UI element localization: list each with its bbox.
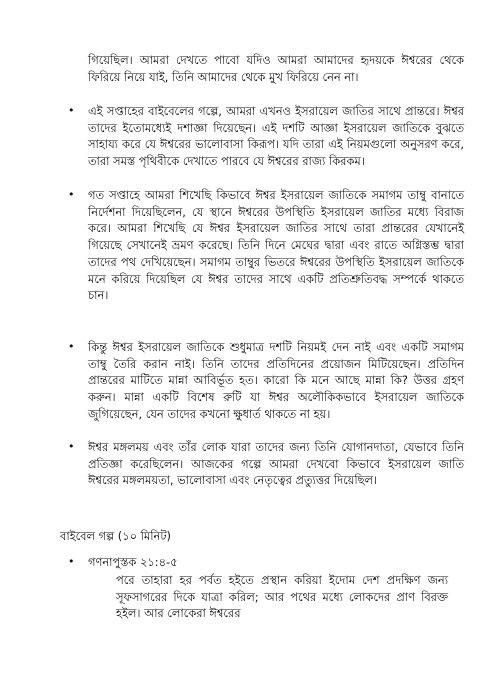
section-heading: বাইবেল গল্প (১০ মিনিট)	[60, 529, 171, 543]
bullet-marker: •	[68, 188, 75, 201]
bullet-marker: •	[68, 340, 75, 353]
scripture-text: পরে তাহারা হর পর্বত হইতে প্রস্থান করিয়া ইদোম দেশ প্রদক্ষিণ জন্য সূফসাগরের দিকে যাত্রা করিল; আর পথের মধ্যে লোকদের প্রাণ বিরক্ত হইল। আর লোকেরা ঈশ্বরের	[116, 573, 448, 621]
paragraph-wilderness: এই সপ্তাহের বাইবেলের গল্পে, আমরা এখনও ইসরায়েল জাতির সাথে প্রান্তরে। ঈশ্বর তাদের ইতোমধ্যেই দশাজ্ঞা দিয়েছেন। এই দশটি আজ্ঞা ইসরায়েল জাতিকে বুঝতে সাহায্য করে যে ঈশ্বরের ভালোবাসা কিরূপ। যদি তারা এই নিয়মগুলো অনুসরণ করে, তারা সমস্ত পৃথিবীকে দেখাতে পারবে যে ঈশ্বরের রাজ্য কিরকম।	[88, 104, 464, 169]
paragraph-provider: ঈশ্বর মঙ্গলময় এবং তাঁর লোক যারা তাদের জন্য তিনি যোগানদাতা, যেভাবে তিনি প্রতিজ্ঞা করেছিলেন। আজকের গল্পে আমরা দেখবো কিভাবে ইসরায়েল জাতি ঈশ্বরের মঙ্গলময়তা, ভালোবাসা এবং নেতৃত্বের প্রত্যুত্তর দিয়েছিল।	[88, 440, 464, 488]
paragraph-manna: কিন্তু ঈশ্বর ইসরায়েল জাতিকে শুধুমাত্র দশটি নিয়মই দেন নাই এবং একটি সমাগম তাম্বু তৈরি করান নাই। তিনি তাদের প্রতিদিনের প্রয়োজন মিটিয়েছেন। প্রতিদিন প্রান্তরের মাটিতে মান্না আবির্ভূত হত। কারো কি মনে আছে মান্না কি? উত্তর গ্রহণ করুন। মান্না একটি বিশেষ রুটি যা ঈশ্বর অলৌকিকভাবে ইসরায়েল জাতিকে জুগিয়েছেন, যেন তাদের কখনো ক্ষুধার্ত থাকতে না হয়।	[88, 340, 464, 421]
scripture-reference: গণনাপুস্তক ২১:৪-৫	[88, 555, 178, 569]
bullet-marker: •	[68, 555, 75, 568]
bullet-marker: •	[68, 104, 75, 117]
paragraph-continued: গিয়েছিল। আমরা দেখতে পাবো যদিও আমরা আমাদের হৃদয়কে ঈশ্বরের থেকে ফিরিয়ে নিয়ে যাই, তিনি আমাদের থেকে মুখ ফিরিয়ে নেন না।	[88, 53, 464, 84]
paragraph-tabernacle: গত সপ্তাহে আমরা শিখেছি কিভাবে ঈশ্বর ইসরায়েল জাতিকে সমাগম তাম্বু বানাতে নির্দেশনা দিয়েছিলেন, যে স্থানে ঈশ্বরের উপস্থিতি ইসরায়েল জাতির মধ্যে বিরাজ করে। আমরা শিখেছি যে ঈশ্বর ইসরায়েল জাতির সাথে তারা প্রান্তরের যেখানেই গিয়েছে সেখানেই ভ্রমণ করেছে। তিনি দিনে মেঘের দ্বারা এবং রাতে অগ্নিস্তম্ভ দ্বারা তাদের পথ দেখিয়েছেন। সমাগম তাম্বুর ভিতরে ঈশ্বরের উপস্থিতি ইসরায়েল জাতিকে মনে করিয়ে দিয়েছিল যে ঈশ্বর তাদের সাথে একটি প্রতিশ্রুতিবদ্ধ সম্পর্কে থাকতে চান।	[88, 188, 464, 303]
bullet-marker: •	[68, 440, 75, 453]
